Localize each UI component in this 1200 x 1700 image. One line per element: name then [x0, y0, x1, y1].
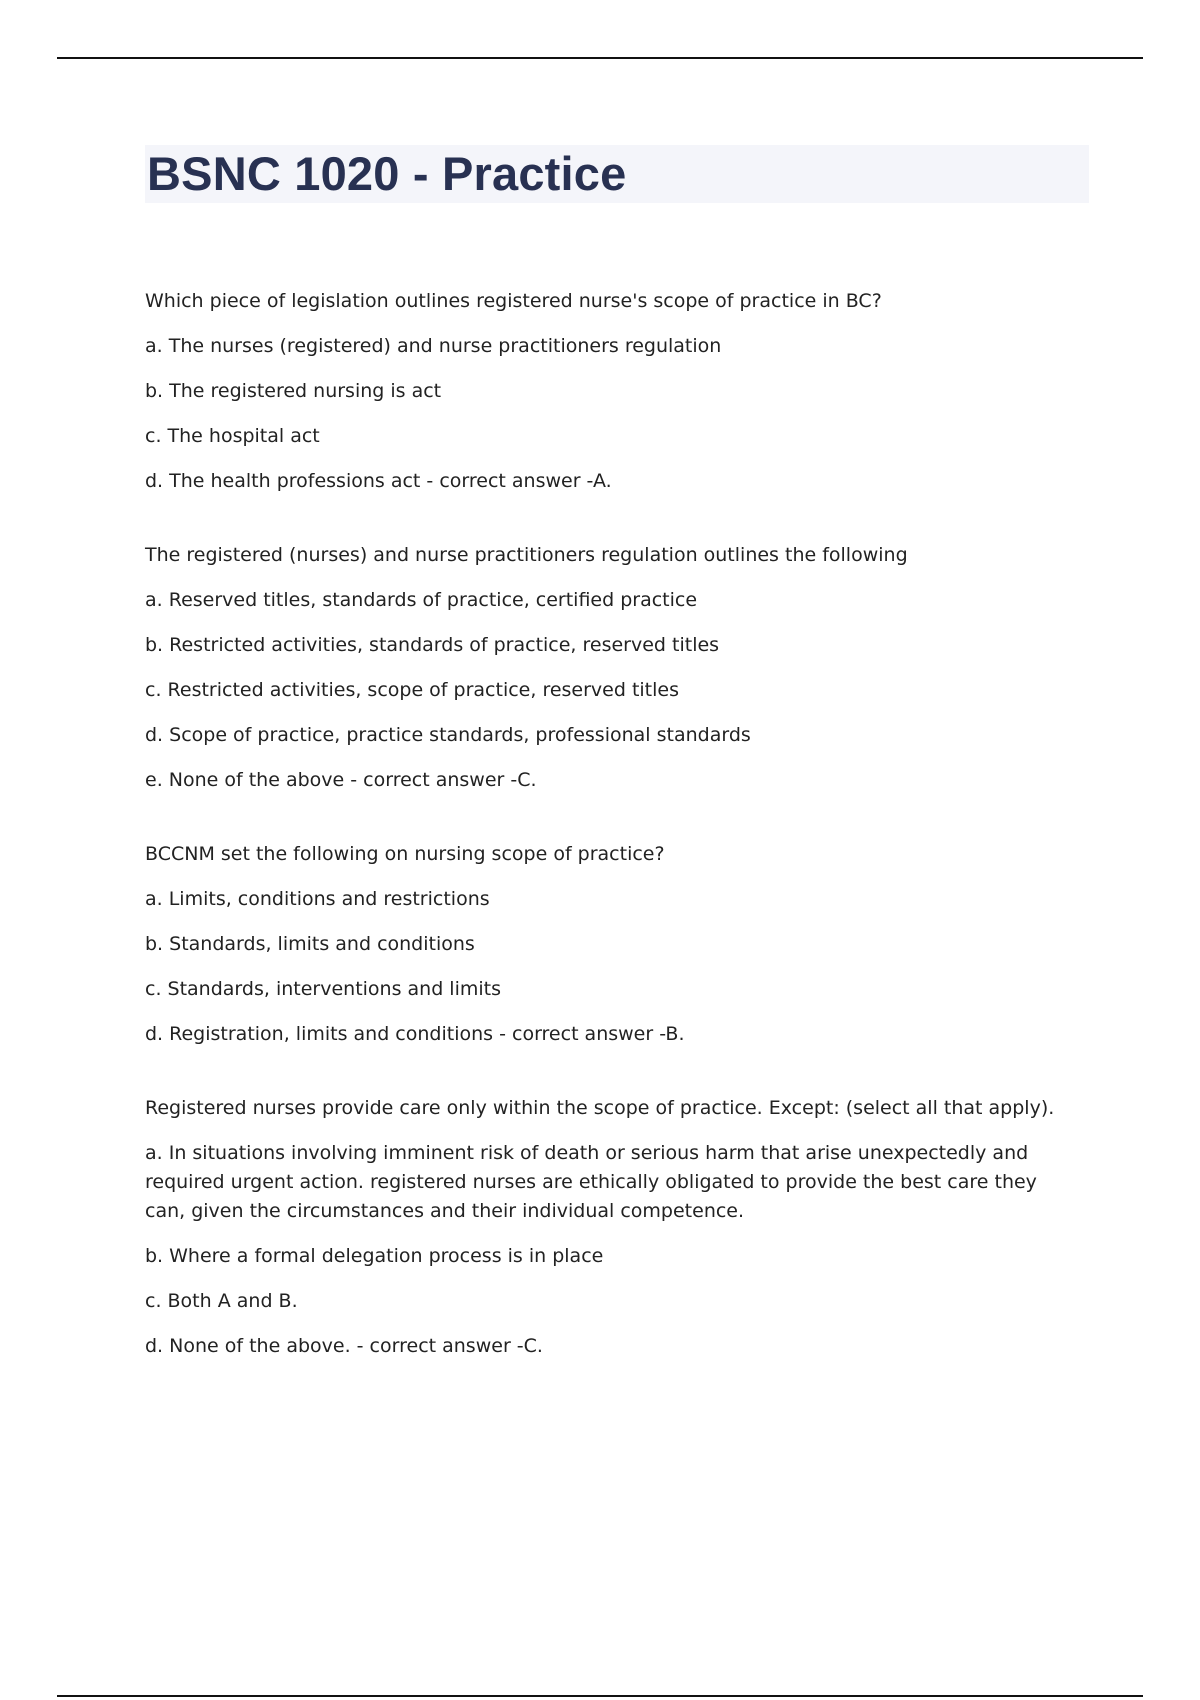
bottom-divider [57, 1695, 1143, 1697]
answer-option: a. Reserved titles, standards of practice, certified practice [145, 589, 698, 611]
answer-option: c. The hospital act [145, 425, 320, 447]
question-text: The registered (nurses) and nurse practitioners regulation outlines the following [145, 544, 908, 566]
answer-option-with-key: e. None of the above - correct answer -C. [145, 769, 537, 791]
answer-option: c. Standards, interventions and limits [145, 978, 501, 1000]
answer-option: b. Where a formal delegation process is in place [145, 1245, 604, 1267]
answer-option: d. Scope of practice, practice standards, professional standards [145, 724, 751, 746]
answer-option: a. In situations involving imminent risk of death or serious harm that arise unexpectedly and required urgent action. registered nurses are ethically obligated to provide the best care they can, given the circumstances and their individual competence. [145, 1142, 1037, 1222]
title-banner [145, 145, 1089, 203]
answer-option: b. Restricted activities, standards of practice, reserved titles [145, 634, 720, 656]
question-text: BCCNM set the following on nursing scope of practice? [145, 843, 665, 865]
answer-option: c. Restricted activities, scope of practice, reserved titles [145, 679, 680, 701]
answer-option: a. The nurses (registered) and nurse practitioners regulation [145, 335, 722, 357]
question-list [145, 287, 1065, 1406]
question-1 [145, 287, 1065, 496]
page-title: BSNC 1020 - Practice [147, 147, 627, 200]
top-divider [57, 57, 1143, 59]
question-text: Which piece of legislation outlines registered nurse's scope of practice in BC? [145, 290, 882, 312]
question-text: Registered nurses provide care only within the scope of practice. Except: (select all that apply). [145, 1097, 1055, 1119]
answer-option-with-key: d. None of the above. - correct answer -C. [145, 1335, 543, 1357]
question-4 [145, 1094, 1065, 1361]
answer-option: b. Standards, limits and conditions [145, 933, 475, 955]
question-2 [145, 541, 1065, 795]
answer-option-with-key: d. The health professions act - correct answer -A. [145, 470, 612, 492]
answer-option: a. Limits, conditions and restrictions [145, 888, 490, 910]
answer-option: b. The registered nursing is act [145, 380, 442, 402]
answer-option-with-key: d. Registration, limits and conditions - correct answer -B. [145, 1023, 685, 1045]
answer-option: c. Both A and B. [145, 1290, 298, 1312]
question-3 [145, 840, 1065, 1049]
